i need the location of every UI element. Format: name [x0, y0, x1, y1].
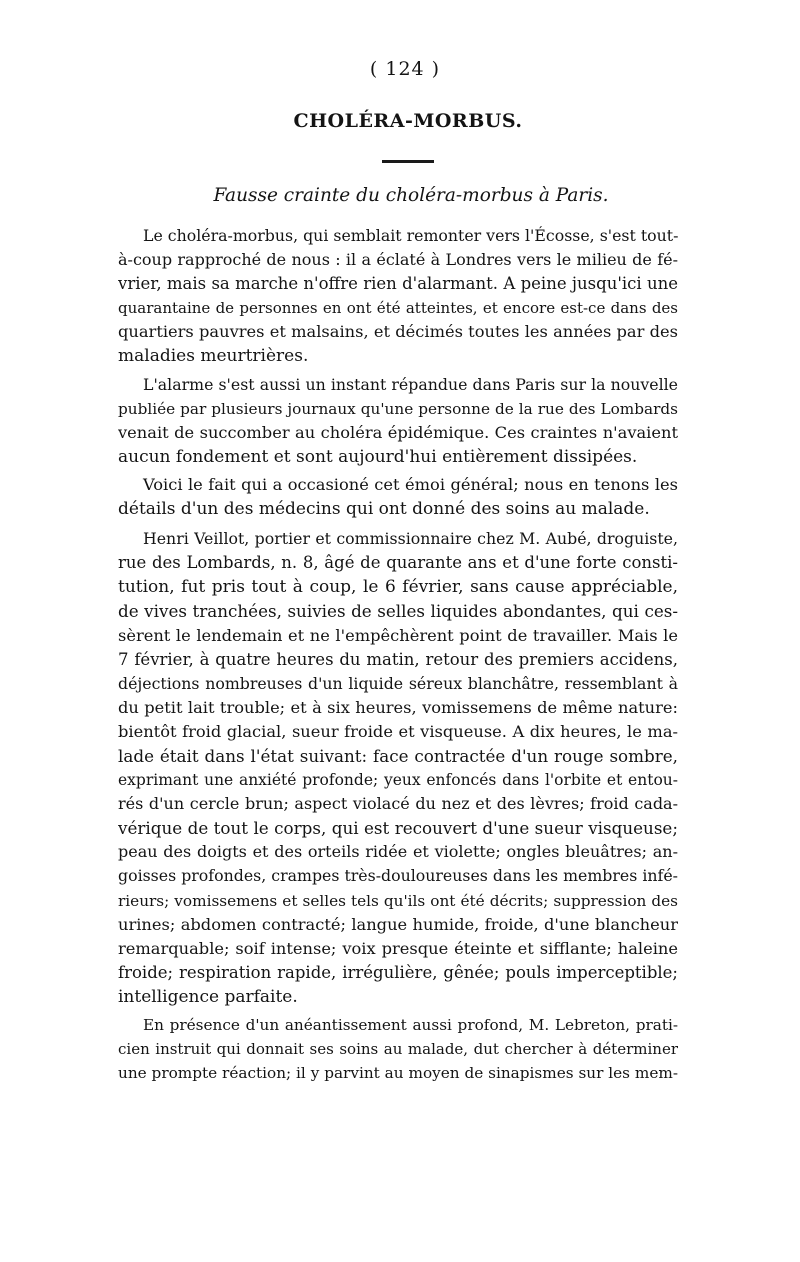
paragraph — [118, 224, 678, 369]
text-line: Henri Veillot, portier et commissionnaire chez M. Aubé, droguiste, — [143, 529, 678, 549]
text-line: rieurs; vomissemens et selles tels qu'ils ont été décrits; suppression des — [118, 891, 678, 910]
text-line: quartiers pauvres et malsains, et décimés toutes les années par des — [118, 322, 678, 342]
text-line: détails d'un des médecins qui ont donné des soins au malade. — [118, 499, 650, 520]
page-number: ( 124 ) — [369, 58, 441, 80]
text-line: L'alarme s'est aussi un instant répandue dans Paris sur la nouvelle — [143, 374, 678, 394]
text-line: rés d'un cercle brun; aspect violacé du nez et des lèvres; froid cada- — [118, 794, 678, 814]
text-line: déjections nombreuses d'un liquide séreux blanchâtre, ressemblant à — [118, 673, 678, 693]
text-line: cien instruit qui donnait ses soins au malade, dut chercher à déterminer — [118, 1040, 678, 1059]
text-line: de vives tranchées, suivies de selles liquides abondantes, qui ces- — [118, 601, 678, 622]
text-line: maladies meurtrières. — [118, 346, 309, 367]
text-line: peau des doigts et des orteils ridée et violette; ongles bleuâtres; an- — [118, 842, 678, 862]
article-subtitle: Fausse crainte du choléra-morbus à Paris. — [213, 185, 609, 206]
section-title: CHOLÉRA-MORBUS. — [293, 110, 523, 132]
text-line: vrier, mais sa marche n'offre rien d'alarmant. A peine jusqu'ici une — [118, 274, 678, 294]
paragraph — [118, 527, 678, 1009]
text-line: Le choléra-morbus, qui semblait remonter vers l'Écosse, s'est tout- — [143, 226, 678, 245]
text-line: lade était dans l'état suivant: face contractée d'un rouge sombre, — [118, 745, 678, 766]
text-line: remarquable; soif intense; voix presque éteinte et sifflante; haleine — [118, 938, 678, 958]
text-line: Voici le fait qui a occasioné cet émoi général; nous en tenons les — [143, 474, 678, 494]
article-body — [118, 224, 678, 1085]
text-line: du petit lait trouble; et à six heures, vomissemens de même nature: — [118, 697, 678, 717]
text-line: une prompte réaction; il y parvint au moyen de sinapismes sur les mem- — [118, 1064, 678, 1083]
text-line: quarantaine de personnes en ont été atteintes, et encore est-ce dans des — [118, 299, 678, 318]
text-line: intelligence parfaite. — [118, 986, 298, 1007]
text-line: publiée par plusieurs journaux qu'une personne de la rue des Lombards — [118, 399, 678, 418]
text-line: tution, fut pris tout à coup, le 6 février, sans cause appréciable, — [118, 577, 678, 598]
text-line: 7 février, à quatre heures du matin, retour des premiers accidens, — [118, 649, 678, 669]
paragraph — [118, 373, 678, 469]
text-line: vérique de tout le corps, qui est recouvert d'une sueur visqueuse; — [118, 818, 678, 839]
text-line: rue des Lombards, n. 8, âgé de quarante ans et d'une forte consti- — [118, 553, 678, 573]
text-line: En présence d'un anéantissement aussi profond, M. Lebreton, prati- — [143, 1016, 678, 1034]
text-line: bientôt froid glacial, sueur froide et visqueuse. A dix heures, le ma- — [118, 721, 678, 741]
text-line: sèrent le lendemain et ne l'empêchèrent point de travailler. Mais le — [118, 625, 678, 645]
text-line: goisses profondes, crampes très-douloureuses dans les membres infé- — [118, 866, 678, 886]
text-line: aucun fondement et sont aujourd'hui entièrement dissipées. — [118, 446, 638, 467]
text-line: exprimant une anxiété profonde; yeux enfoncés dans l'orbite et entou- — [118, 771, 678, 790]
paragraph — [118, 1013, 678, 1085]
text-line: urines; abdomen contracté; langue humide, froide, d'une blancheur — [118, 914, 678, 934]
text-line: venait de succomber au choléra épidémique. Ces craintes n'avaient — [118, 422, 678, 442]
title-rule — [382, 160, 434, 163]
text-line: froide; respiration rapide, irrégulière, gênée; pouls imperceptible; — [118, 962, 678, 982]
text-line: à-coup rapproché de nous : il a éclaté à Londres vers le milieu de fé- — [118, 250, 678, 270]
paragraph — [118, 473, 678, 521]
